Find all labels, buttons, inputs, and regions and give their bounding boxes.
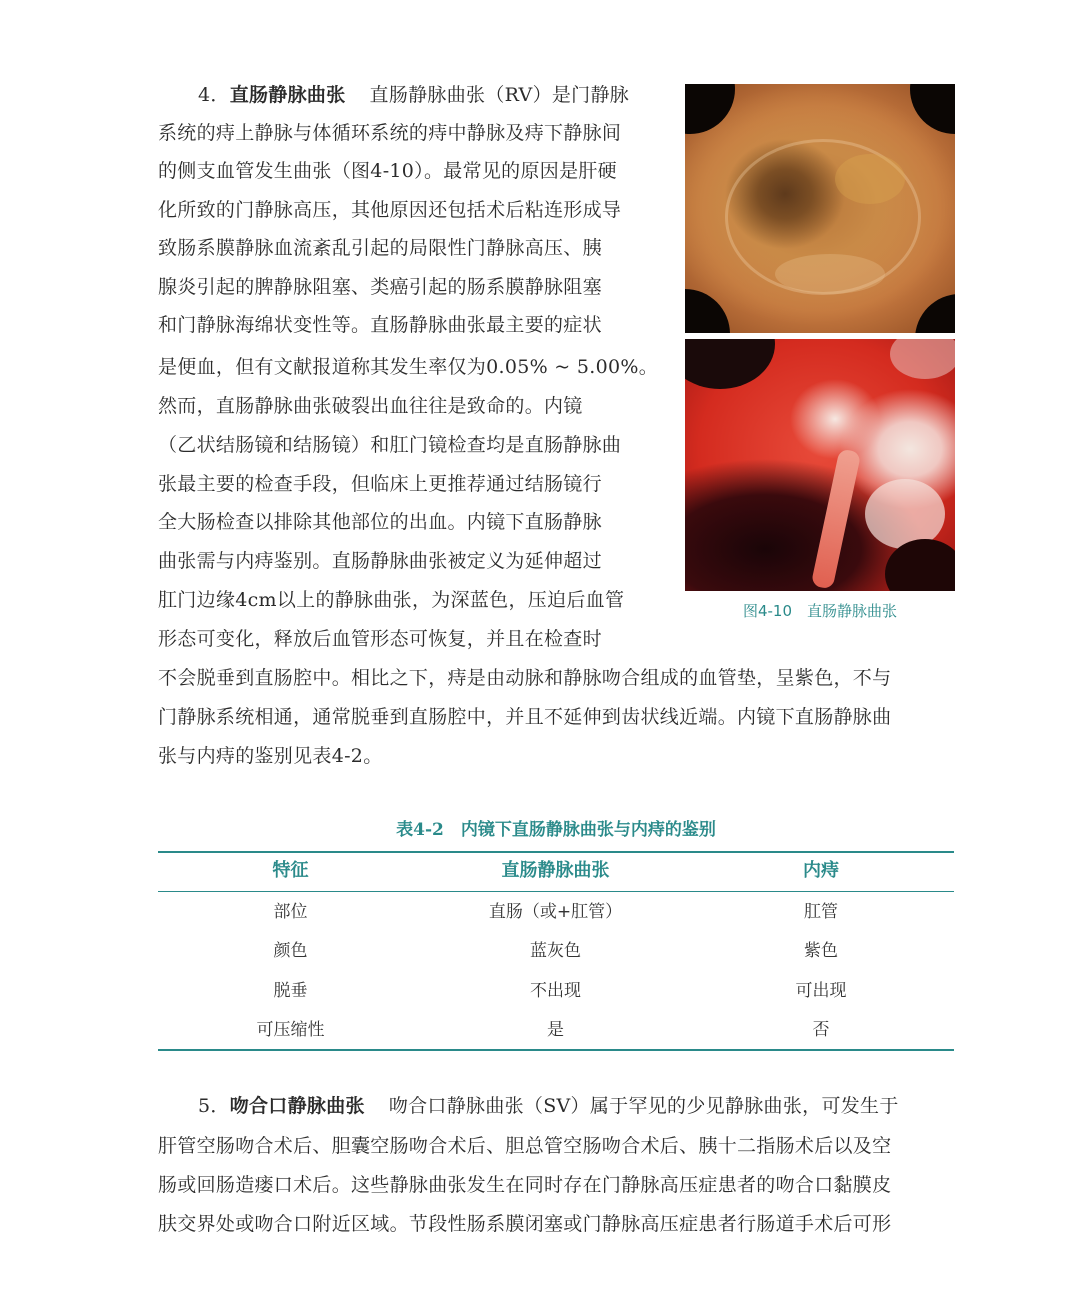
- section5-first-line: [158, 1094, 899, 1118]
- table-bottom-rule: [158, 1049, 954, 1051]
- section4-line: 是便血，但有文献报道称其发生率仅为0.05% ~ 5.00%。: [158, 356, 659, 378]
- section4-line: 腺炎引起的脾静脉阻塞、类癌引起的肠系膜静脉阻塞: [158, 276, 602, 298]
- table-cell: 部位: [273, 902, 308, 922]
- section4-title: 直肠静脉曲张: [229, 84, 346, 106]
- table-cell: 蓝灰色: [530, 941, 581, 961]
- section4-full-line: 张与内痔的鉴别见表4-2。: [158, 745, 383, 767]
- table-cell: 是: [547, 1020, 564, 1040]
- table-header-feature: 特征: [272, 860, 309, 881]
- section4-first-line: [158, 83, 629, 107]
- table-cell: 脱垂: [273, 981, 308, 1001]
- table-header-hemorrhoids: 内痔: [803, 860, 839, 881]
- section4-line: 全大肠检查以排除其他部位的出血。内镜下直肠静脉: [158, 511, 602, 533]
- section4-full-line: 不会脱垂到直肠腔中。相比之下，痔是由动脉和静脉吻合组成的血管垫，呈紫色，不与: [158, 667, 892, 689]
- endoscopy-image-top: [685, 84, 955, 333]
- section5-line: 肠或回肠造瘘口术后。这些静脉曲张发生在同时存在门静脉高压症患者的吻合口黏膜皮: [158, 1174, 892, 1196]
- table-cell: 直肠（或+肛管）: [488, 902, 623, 922]
- section4-line: 系统的痔上静脉与体循环系统的痔中静脉及痔下静脉间: [158, 122, 622, 144]
- section4-line: 致肠系膜静脉血流紊乱引起的局限性门静脉高压、胰: [158, 237, 602, 259]
- section4-line: （乙状结肠镜和结肠镜）和肛门镜检查均是直肠静脉曲: [158, 434, 622, 456]
- section4-first-text: 直肠静脉曲张（RV）是门静脉: [369, 84, 630, 106]
- section4-line: 化所致的门静脉高压，其他原因还包括术后粘连形成导: [158, 199, 622, 221]
- section4-line: 和门静脉海绵状变性等。直肠静脉曲张最主要的症状: [158, 314, 602, 336]
- table-top-rule: [158, 851, 954, 853]
- section4-line: 肛门边缘4cm以上的静脉曲张，为深蓝色，压迫后血管: [158, 589, 625, 611]
- endoscopy-image-bottom: [685, 339, 955, 591]
- section4-line: 张最主要的检查手段，但临床上更推荐通过结肠镜行: [158, 473, 602, 495]
- table-cell: 可压缩性: [256, 1020, 325, 1040]
- section5-first-text: 吻合口静脉曲张（SV）属于罕见的少见静脉曲张，可发生于: [388, 1095, 899, 1117]
- table-cell: 可出现: [795, 981, 847, 1001]
- table-header-rule: [158, 891, 954, 892]
- section5-title: 吻合口静脉曲张: [229, 1095, 365, 1117]
- table-cell: 紫色: [804, 941, 838, 961]
- section5-number: 5．: [198, 1095, 230, 1117]
- section4-full-line: 门静脉系统相通，通常脱垂到直肠腔中，并且不延伸到齿状线近端。内镜下直肠静脉曲: [158, 706, 892, 728]
- table-title: 表4-2 内镜下直肠静脉曲张与内痔的鉴别: [396, 820, 716, 840]
- figure-caption: 图4-10 直肠静脉曲张: [742, 602, 898, 620]
- table-cell: 不出现: [530, 981, 581, 1001]
- section4-line: 曲张需与内痔鉴别。直肠静脉曲张被定义为延伸超过: [158, 550, 602, 572]
- bleeding-stream: [811, 448, 862, 590]
- section4-line: 的侧支血管发生曲张（图4-10）。最常见的原因是肝硬: [158, 160, 617, 182]
- table-cell: 肛管: [804, 902, 838, 922]
- section4-line: 形态可变化，释放后血管形态可恢复，并且在检查时: [158, 628, 602, 650]
- section4-line: 然而，直肠静脉曲张破裂出血往往是致命的。内镜: [158, 395, 583, 417]
- section5-line: 肤交界处或吻合口附近区域。节段性肠系膜闭塞或门静脉高压症患者行肠道手术后可形: [158, 1213, 892, 1235]
- section4-number: 4．: [198, 84, 230, 106]
- section5-line: 肝管空肠吻合术后、胆囊空肠吻合术后、胆总管空肠吻合术后、胰十二指肠术后以及空: [158, 1135, 892, 1157]
- table-cell: 颜色: [273, 941, 308, 961]
- table-header-rectal-varices: 直肠静脉曲张: [501, 860, 610, 881]
- table-cell: 否: [812, 1020, 830, 1040]
